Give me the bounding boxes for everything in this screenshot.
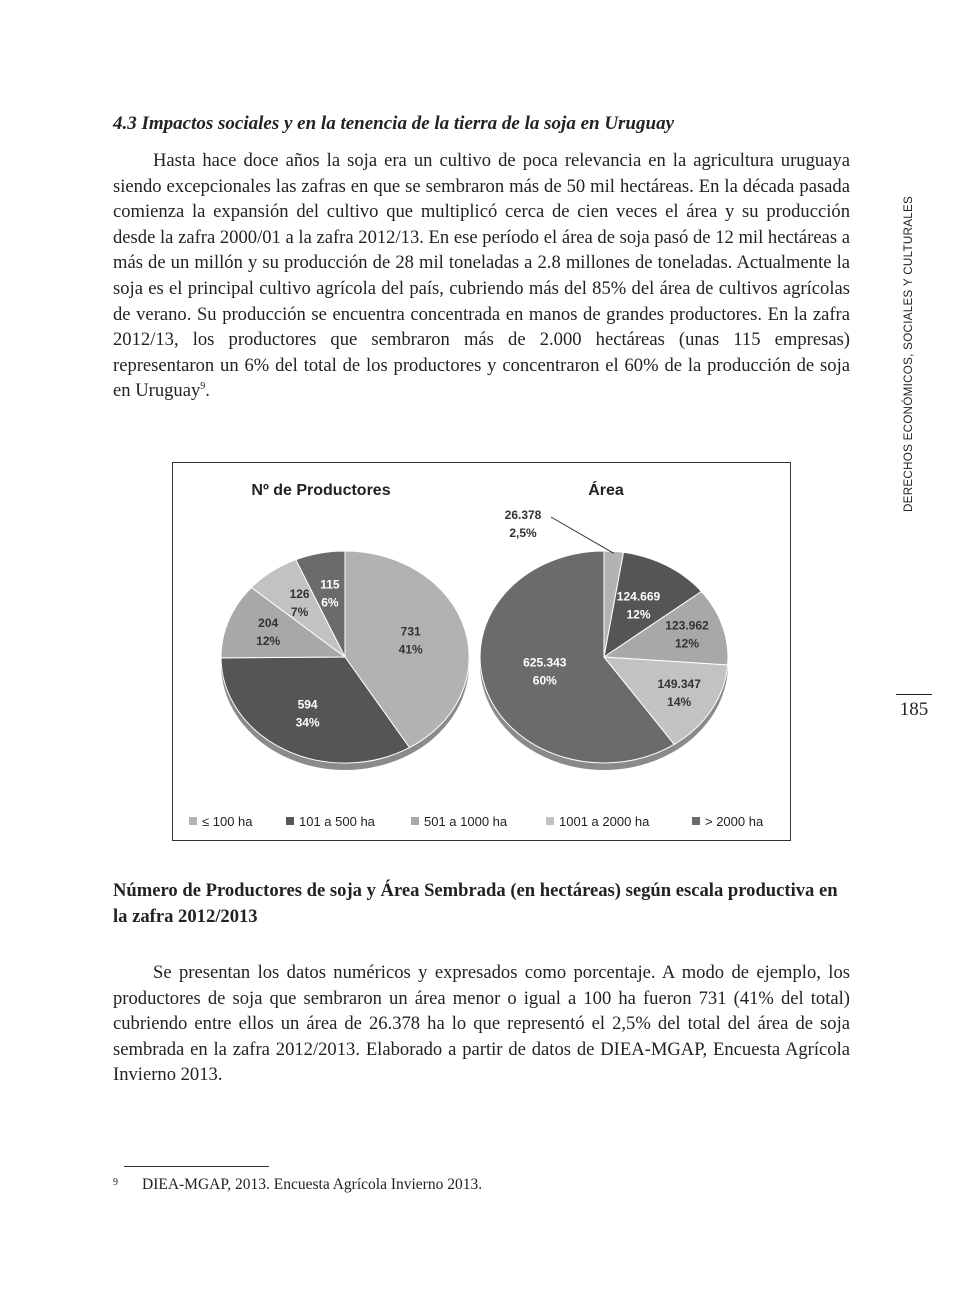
body-paragraph-1 (113, 148, 850, 404)
pie-2-value-label-2: 124.669 (616, 589, 661, 604)
chart-figure (172, 462, 791, 841)
pie-1-percent-label-5: 6% (321, 595, 339, 610)
pie-1-percent-label-2: 34% (295, 715, 320, 730)
legend-swatch-3 (411, 817, 419, 825)
paragraph-1-text: Hasta hace doce años la soja era un cultivo de poca relevancia en la agricultura uruguaya siendo excepcionales las zafras en que se sembraron más de 50 mil hectáreas. En la década pasada comienza la expansión del cultivo que multiplicó cerca de cien veces el área y su producción desde la zafra 2000/01 a la zafra 2012/13. En ese período el área de soja pasó de 12 mil hectáreas a más de un millón y su producción de 28 mil toneladas a 2.8 millones de toneladas. Actualmente la soja es el principal cultivo agrícola del país, cubriendo más del 85% del área de cultivos agrícolas de verano. Su producción se encuentra concentrada en manos de grandes productores. En la zafra 2012/13, los productores que sembraron más de 2.000 hectáreas (unas 115 empresas) representaron un 6% del total de los productores y concentraron el 60% de la producción de soja en Uruguay (113, 150, 850, 402)
footnote-number: 9 (113, 1177, 118, 1188)
pie-1-value-label-1: 731 (400, 624, 421, 639)
paragraph-2-text: Se presentan los datos numéricos y expresados como porcentaje. A modo de ejemplo, los productores de soja que sembraron un área menor o igual a 100 ha fueron 731 (41% del total) cubriendo entre ellos un área de 26.378 ha lo que representó el 2,5% del total del área de soja sembrada en la zafra 2012/2013. Elaborado a partir de datos de DIEA-MGAP, Encuesta Agrícola Invierno 2013. (113, 962, 850, 1086)
pie-2-value-label-1: 26.378 (504, 508, 542, 522)
footnote-ref[interactable]: 9 (200, 381, 206, 393)
pie-1-value-label-3: 204 (258, 615, 279, 630)
running-head: DERECHOS ECONÓMICOS, SOCIALES Y CULTURALES (902, 195, 915, 512)
legend-label-1: ≤ 100 ha (202, 814, 253, 829)
pie-2-percent-label-2: 12% (626, 607, 651, 622)
pie-2-percent-label-5: 60% (532, 673, 557, 688)
pie-1-percent-label-3: 12% (256, 633, 281, 648)
page-number-rule (896, 694, 932, 695)
legend-swatch-1 (189, 817, 197, 825)
pie-charts (173, 463, 792, 842)
footnote-rule (124, 1166, 269, 1167)
paragraph-1-end: . (205, 380, 210, 402)
footnote-text: DIEA-MGAP, 2013. Encuesta Agrícola Invierno 2013. (142, 1176, 483, 1193)
legend-label-3: 501 a 1000 ha (424, 814, 508, 829)
legend-swatch-5 (692, 817, 700, 825)
pie-2-value-label-5: 625.343 (523, 655, 567, 670)
legend-label-5: > 2000 ha (705, 814, 764, 829)
pie-2-percent-label-3: 12% (674, 636, 700, 651)
figure-caption: Número de Productores de soja y Área Sembrada (en hectáreas) según escala productiva en la zafra 2012/2013 (113, 880, 838, 927)
body-paragraph-2 (113, 960, 850, 1088)
pie-1-percent-label-1: 41% (398, 642, 423, 657)
pie-2-title: Área (588, 482, 624, 499)
pie-2-slice-1-leader (551, 517, 614, 553)
section-title: 4.3 Impactos sociales y en la tenencia de la tierra de la soja en Uruguay (113, 113, 675, 134)
pie-1-value-label-4: 126 (289, 587, 310, 601)
pie-1-value-label-2: 594 (297, 697, 318, 712)
page-number: 185 (899, 699, 929, 720)
legend-label-4: 1001 a 2000 ha (559, 814, 650, 829)
pie-2-percent-label-4: 14% (667, 695, 692, 709)
pie-1-title: Nº de Productores (251, 482, 391, 499)
pie-2-value-label-3: 123.962 (665, 618, 709, 633)
legend-label-2: 101 a 500 ha (299, 814, 375, 829)
pie-2-value-label-4: 149.347 (657, 677, 701, 691)
pie-2-percent-label-1: 2,5% (509, 526, 537, 540)
legend-swatch-2 (286, 817, 294, 825)
pie-1-percent-label-4: 7% (290, 605, 309, 619)
pie-1-value-label-5: 115 (320, 577, 340, 592)
legend-swatch-4 (546, 817, 554, 825)
